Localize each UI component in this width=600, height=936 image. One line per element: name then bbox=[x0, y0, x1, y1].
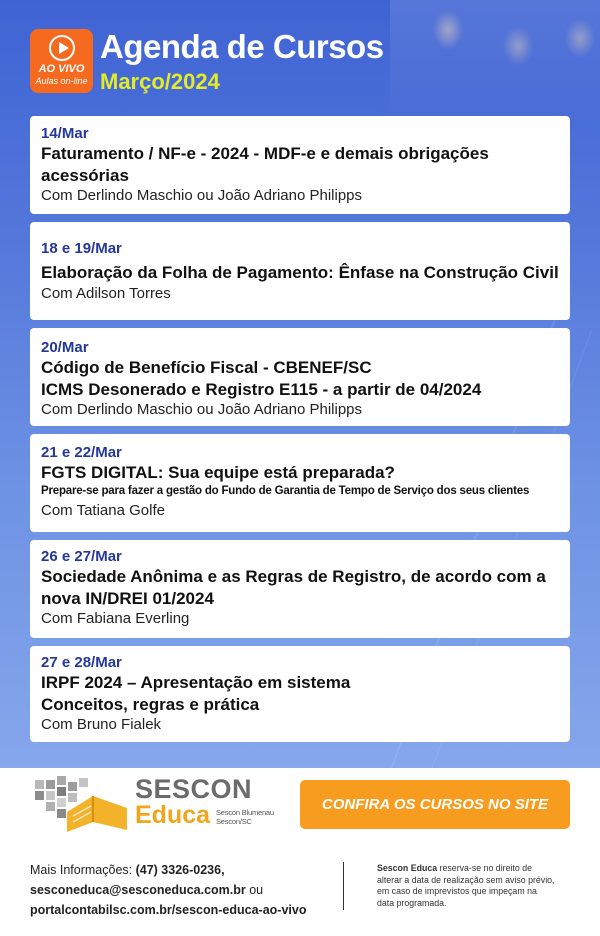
page-title: Agenda de Cursos bbox=[100, 28, 384, 65]
divider bbox=[343, 862, 344, 910]
contact-info: Mais Informações: (47) 3326-0236, sesconeduca@sesconeduca.com.br ou portalcontabilsc.com.br/sescon-educa-ao-vivo bbox=[30, 863, 307, 917]
course-instructor: Com Derlindo Maschio ou João Adriano Philipps bbox=[41, 187, 363, 204]
course-date: 27 e 28/Mar bbox=[41, 654, 122, 671]
course-card[interactable] bbox=[30, 646, 570, 742]
course-title: Sociedade Anônima e as Regras de Registro, de acordo com a nova IN/DREI 01/2024 bbox=[41, 567, 546, 608]
course-date: 20/Mar bbox=[41, 339, 89, 356]
brand-name: SESCON bbox=[135, 774, 253, 804]
course-title: FGTS DIGITAL: Sua equipe está preparada? bbox=[41, 463, 395, 482]
phone-link[interactable]: (47) 3326-0236, bbox=[135, 863, 225, 877]
course-card[interactable] bbox=[30, 434, 570, 532]
course-date: 21 e 22/Mar bbox=[41, 444, 122, 461]
course-description: Prepare-se para fazer a gestão do Fundo de Garantia de Tempo de Serviço dos seus clientes bbox=[41, 484, 530, 497]
course-instructor: Com Fabiana Everling bbox=[41, 610, 190, 627]
live-badge-sublabel: Aulas on-line bbox=[35, 76, 88, 86]
brand-tagline: Sescon Blumenau Sescon/SC bbox=[216, 808, 274, 826]
hero-photo bbox=[390, 0, 600, 120]
cta-button[interactable]: CONFIRA OS CURSOS NO SITE bbox=[300, 780, 570, 829]
course-date: 18 e 19/Mar bbox=[41, 240, 122, 257]
course-title: IRPF 2024 – Apresentação em sistema Conceitos, regras e prática bbox=[41, 673, 351, 714]
website-link[interactable]: portalcontabilsc.com.br/sescon-educa-ao-vivo bbox=[30, 903, 307, 917]
phone-prefix: Mais Informações: bbox=[30, 863, 136, 877]
course-card[interactable] bbox=[30, 328, 570, 426]
sescon-logo-icon bbox=[33, 772, 129, 834]
course-instructor: Com Bruno Fialek bbox=[41, 716, 162, 733]
live-badge bbox=[30, 29, 93, 93]
course-card[interactable] bbox=[30, 116, 570, 214]
course-card[interactable] bbox=[30, 222, 570, 320]
play-icon bbox=[49, 35, 75, 61]
footer bbox=[0, 768, 600, 936]
disclaimer: Sescon Educa reserva-se no direito de alterar a data de realização sem aviso prévio, em caso de imprevistos que impeçam na data programada. bbox=[377, 863, 555, 908]
course-title: Código de Benefício Fiscal - CBENEF/SC ICMS Desonerado e Registro E115 - a partir de 04/2024 bbox=[41, 358, 482, 399]
course-instructor: Com Tatiana Golfe bbox=[41, 501, 165, 519]
course-date: 26 e 27/Mar bbox=[41, 548, 122, 565]
page-subtitle: Março/2024 bbox=[100, 69, 220, 94]
course-instructor: Com Adilson Torres bbox=[41, 284, 171, 302]
course-instructor: Com Derlindo Maschio ou João Adriano Philipps bbox=[41, 401, 363, 418]
live-badge-label: AO VIVO bbox=[38, 63, 85, 75]
course-title: Faturamento / NF-e - 2024 - MDF-e e demais obrigações acessórias bbox=[41, 144, 489, 185]
course-card[interactable] bbox=[30, 540, 570, 638]
course-date: 14/Mar bbox=[41, 125, 89, 142]
brand-subname: Educa bbox=[135, 801, 211, 829]
email-link[interactable]: sesconeduca@sesconeduca.com.br bbox=[30, 883, 246, 897]
course-title: Elaboração da Folha de Pagamento: Ênfase na Construção Civil bbox=[41, 263, 559, 282]
